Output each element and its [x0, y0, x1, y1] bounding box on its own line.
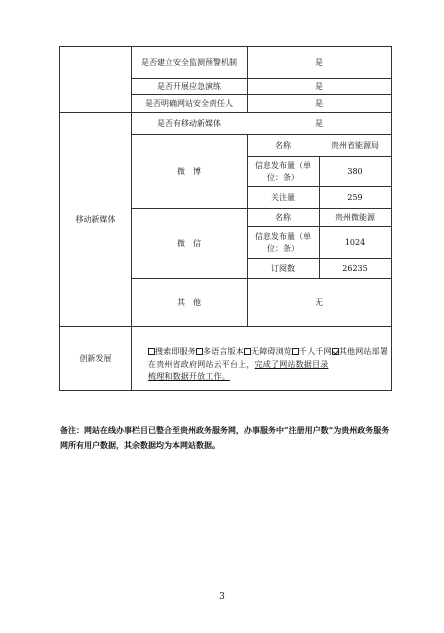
option-search-service-checkbox[interactable] [148, 348, 155, 355]
innovation-section-label: 创新发展 [79, 353, 112, 363]
wechat-name-value: 贵州微能源 [335, 212, 375, 222]
other-media-value: 无 [315, 297, 323, 307]
weibo-name-value: 贵州省能源局 [331, 140, 379, 150]
mobile-media-section-label: 移动新媒体 [75, 214, 116, 224]
footnote: 备注：网站在线办事栏目已整合至贵州政务服务网，办事服务中“注册用户数”为贵州政务服务网所有用户数据，其余数据均为本网站数据。 [60, 425, 390, 450]
option-other-checkbox[interactable] [332, 348, 339, 355]
weibo-name-label: 名称 [275, 140, 291, 150]
innovation-detail-underlined-2: 梳理和数据开放工作。 [148, 372, 230, 381]
monitoring-value: 是 [315, 57, 323, 67]
innovation-options [148, 346, 392, 384]
option-search-service-label: 搜索即服务 [155, 347, 196, 356]
weibo-posts-label: 信息发布量（单位：条） [255, 160, 311, 182]
weibo-followers-label: 关注量 [271, 192, 295, 202]
weibo-followers-value: 259 [347, 192, 363, 202]
has-media-label: 是否有移动新媒体 [157, 118, 221, 128]
innovation-detail-underlined-1: 完成了网站数据目录 [254, 359, 329, 369]
option-accessibility-checkbox[interactable] [244, 348, 251, 355]
option-multilingual-label: 多语言版本 [203, 347, 244, 356]
innovation-detail-plain: 网站部署在贵州省政府网站云平台上， [148, 347, 389, 369]
option-accessibility-label: 无障碍浏览 [251, 347, 292, 356]
option-personalized-label: 千人千网 [299, 347, 332, 356]
wechat-subscribers-value: 26235 [342, 263, 368, 273]
wechat-subscribers-label: 订阅数 [271, 263, 295, 273]
drill-value: 是 [315, 81, 323, 91]
wechat-posts-value: 1024 [344, 237, 366, 247]
option-other-label: 其他 [338, 347, 356, 356]
option-personalized-checkbox[interactable] [292, 348, 299, 355]
drill-label: 是否开展应急演练 [157, 81, 221, 91]
officer-label: 是否明确网站安全责任人 [145, 98, 233, 108]
wechat-label: 微 信 [177, 238, 201, 248]
officer-value: 是 [315, 98, 323, 108]
weibo-label: 微 博 [177, 166, 201, 176]
weibo-posts-value: 380 [347, 166, 363, 176]
page-number: 3 [219, 592, 225, 602]
wechat-name-label: 名称 [275, 212, 291, 222]
has-media-value: 是 [315, 118, 323, 128]
option-multilingual-checkbox[interactable] [196, 348, 203, 355]
monitoring-label: 是否建立安全监测预警机制 [141, 57, 237, 67]
wechat-posts-label: 信息发布量（单位：条） [255, 231, 311, 253]
other-media-label: 其 他 [177, 297, 201, 307]
